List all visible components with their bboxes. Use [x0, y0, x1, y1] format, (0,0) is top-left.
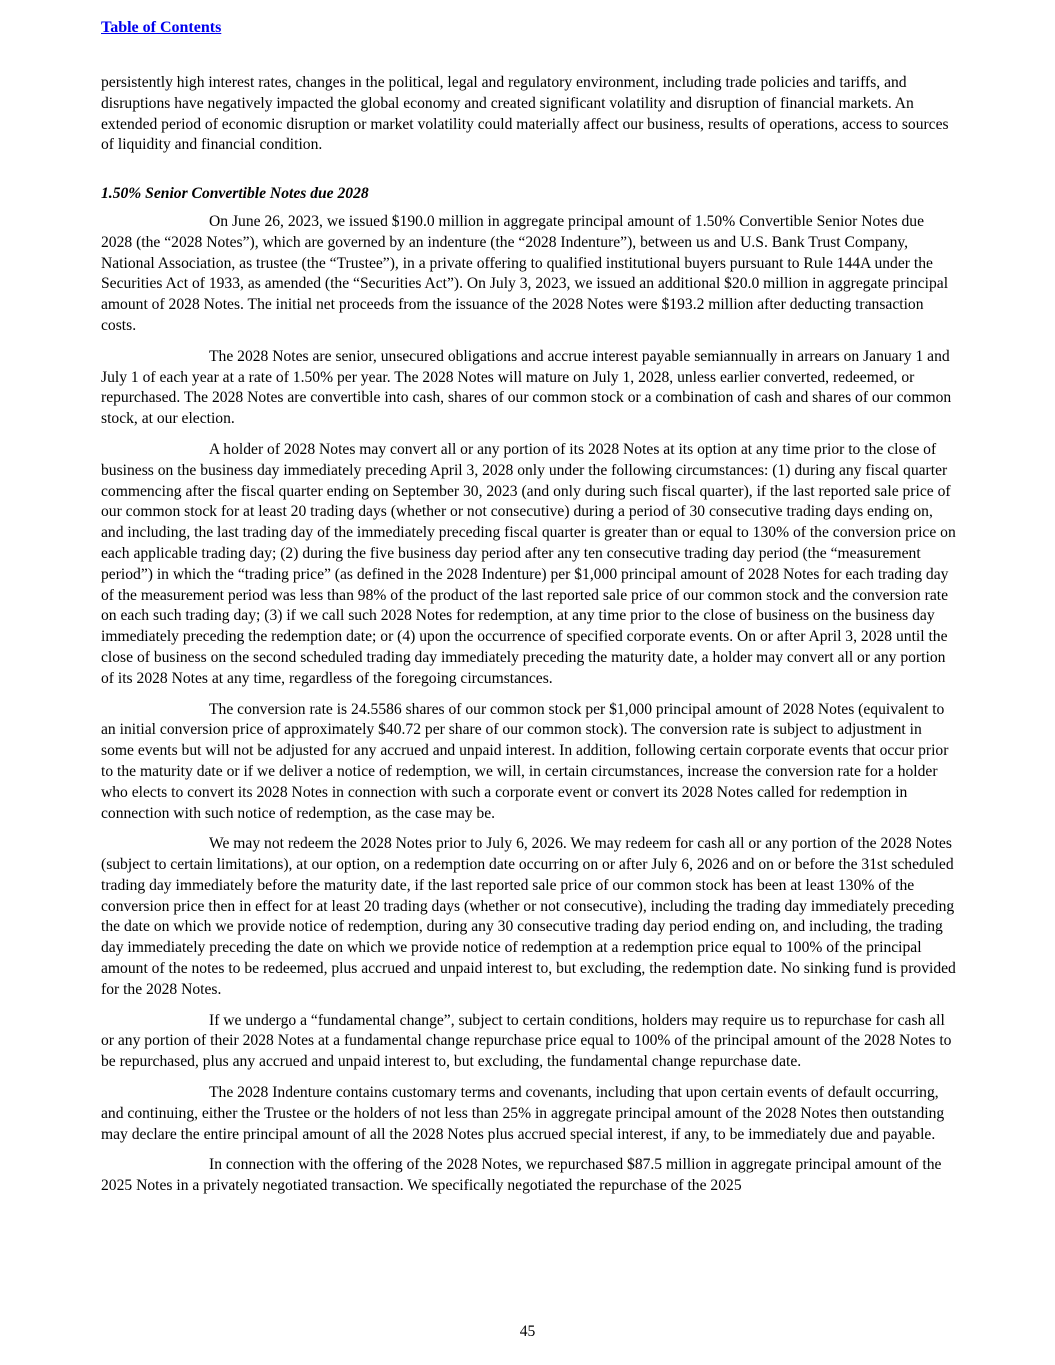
paragraph-indenture: The 2028 Indenture contains customary terms and covenants, including that upon certain events of default occurring, and continuing, either the Trustee or the holders of not less than 25% in aggregate principal amount of the 2028 Notes then outstanding may declare the entire principal amount of all the 2028 Notes plus accrued special interest, if any, to be immediately due and payable.	[101, 1084, 945, 1143]
paragraph-issuance: On June 26, 2023, we issued $190.0 million in aggregate principal amount of 1.50% Convertible Senior Notes due 2028 (the “2028 Notes”), which are governed by an indenture (the “2028 Indenture”), between us and U.S. Bank Trust Company, National Association, as trustee (the “Trustee”), in a private offering to qualified institutional buyers pursuant to Rule 144A under the Securities Act of 1933, as amended (the “Securities Act”). On July 3, 2023, we issued an additional $20.0 million in aggregate principal amount of 2028 Notes. The initial net proceeds from the issuance of the 2028 Notes were $193.2 million after deducting transaction costs.	[101, 212, 949, 334]
paragraph-conversion-conditions: A holder of 2028 Notes may convert all or any portion of its 2028 Notes at its option at any time prior to the close of business on the business day immediately preceding April 3, 2028 only under the following circumstances: (1) during any fiscal quarter commencing after the fiscal quarter ending on September 30, 2023 (and only during such fiscal quarter), if the last reported sale price of our common stock for at least 20 trading days (whether or not consecutive) during a period of 30 consecutive trading days ending on, and including, the last trading day of the immediately preceding fiscal quarter is greater than or equal to 130% of the conversion price on each applicable trading day; (2) during the five business day period after any ten consecutive trading day period (the “measurement period”) in which the “trading price” (as defined in the 2028 Indenture) per $1,000 principal amount of 2028 Notes for each trading day of the measurement period was less than 98% of the product of the last reported sale price of our common stock and the conversion rate on each such trading day; (3) if we call such 2028 Notes for redemption, at any time prior to the close of business on the business day immediately preceding the redemption date; or (4) upon the occurrence of specified corporate events. On or after April 3, 2028 until the close of business on the second scheduled trading day immediately preceding the maturity date, a holder may convert all or any portion of its 2028 Notes at any time, regardless of the foregoing circumstances.	[101, 440, 956, 687]
document-body	[101, 73, 957, 1207]
paragraph-redemption: We may not redeem the 2028 Notes prior to July 6, 2026. We may redeem for cash all or any portion of the 2028 Notes (subject to certain limitations), at our option, on a redemption date occurring on or after July 6, 2026 and on or before the 31st scheduled trading day immediately before the maturity date, if the last reported sale price of our common stock has been at least 130% of the conversion price then in effect for at least 20 trading days (whether or not consecutive), including the trading day immediately preceding the date on which we provide notice of redemption, during any 30 consecutive trading day period ending on, and including, the trading day immediately preceding the date on which we provide notice of redemption at a redemption price equal to 100% of the principal amount of the notes to be redeemed, plus accrued and unpaid interest to, but excluding, the redemption date. No sinking fund is provided for the 2028 Notes.	[101, 835, 956, 998]
paragraph-fundamental-change: If we undergo a “fundamental change”, subject to certain conditions, holders may require us to repurchase for cash all or any portion of their 2028 Notes at a fundamental change repurchase price equal to 100% of the principal amount of the 2028 Notes to be repurchased, plus any accrued and unpaid interest to, but excluding, the fundamental change repurchase date.	[101, 1011, 952, 1071]
paragraph-intro: persistently high interest rates, changes in the political, legal and regulatory environment, including trade policies and tariffs, and disruptions have negatively impacted the global economy and created significant volatility and disruption of financial markets. An extended period of economic disruption or market volatility could materially affect our business, results of operations, access to sources of liquidity and financial condition.	[101, 74, 949, 154]
table-of-contents-link[interactable]: Table of Contents	[101, 19, 222, 36]
paragraph-conversion-rate: The conversion rate is 24.5586 shares of our common stock per $1,000 principal amount of 2028 Notes (equivalent to an initial conversion price of approximately $40.72 per share of our common stock). The conversion rate is subject to adjustment in some events but will not be adjusted for any accrued and unpaid interest. In addition, following certain corporate events that occur prior to the maturity date or if we deliver a notice of redemption, we will, in certain circumstances, increase the conversion rate for a holder who elects to convert its 2028 Notes in connection with such a corporate event or convert its 2028 Notes called for redemption in connection with such notice of redemption, as the case may be.	[101, 700, 949, 822]
paragraph-interest: The 2028 Notes are senior, unsecured obligations and accrue interest payable semiannually in arrears on January 1 and July 1 of each year at a rate of 1.50% per year. The 2028 Notes will mature on July 1, 2028, unless earlier converted, redeemed, or repurchased. The 2028 Notes are convertible into cash, shares of our common stock or a combination of cash and shares of our common stock, at our election.	[101, 347, 952, 428]
paragraph-repurchase: In connection with the offering of the 2028 Notes, we repurchased $87.5 million in aggregate principal amount of the 2025 Notes in a privately negotiated transaction. We specifically negotiated the repurchase of the 2025	[101, 1156, 942, 1195]
page-number: 45	[519, 1323, 536, 1340]
section-heading: 1.50% Senior Convertible Notes due 2028	[101, 185, 369, 203]
